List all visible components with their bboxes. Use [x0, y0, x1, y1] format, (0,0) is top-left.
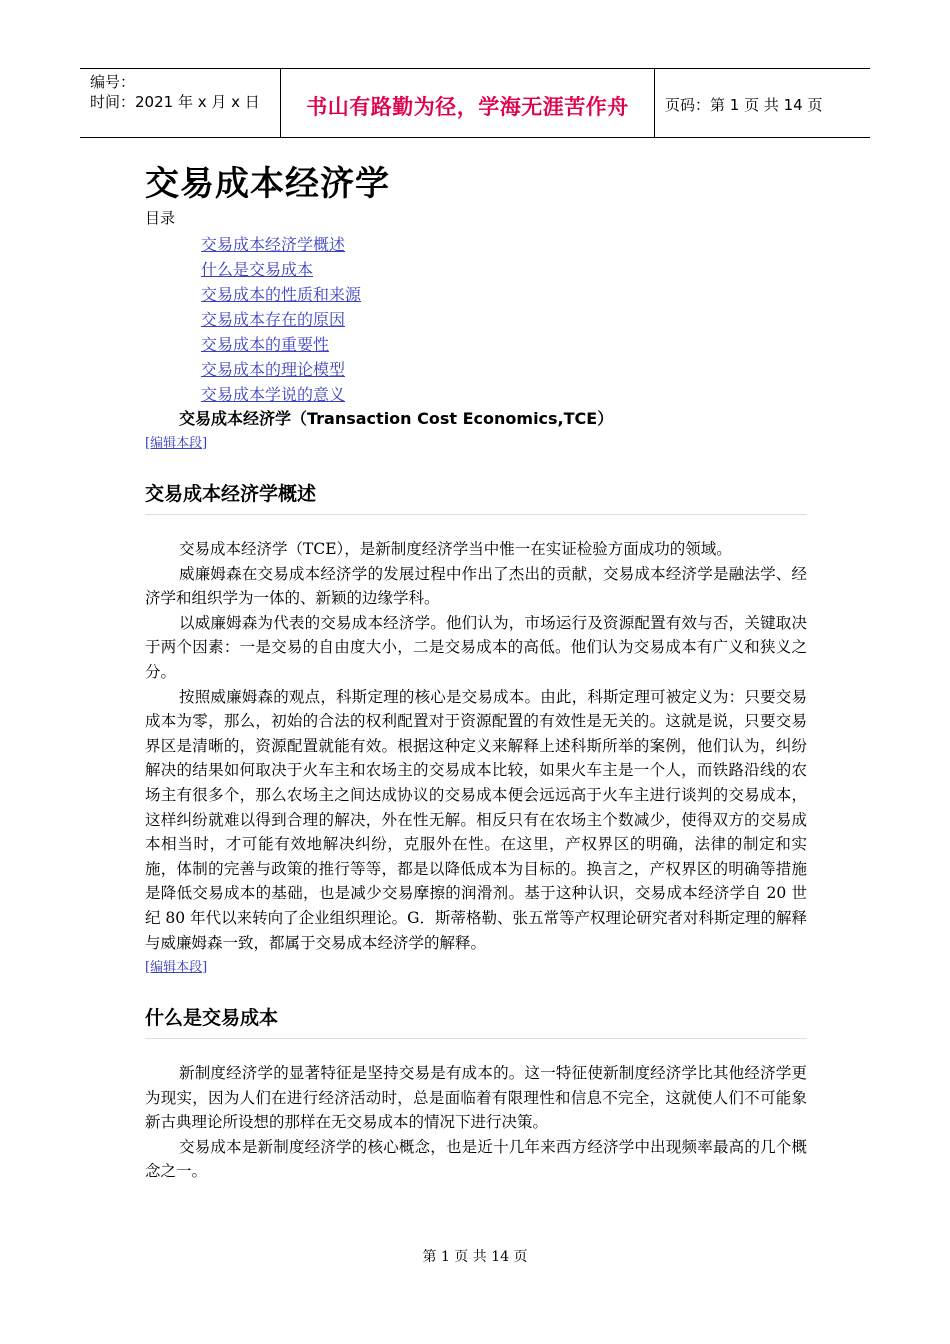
toc-label: 目录	[145, 209, 176, 227]
toc-item	[201, 332, 807, 357]
paragraph: 新制度经济学的显著特征是坚持交易是有成本的。这一特征使新制度经济学比其他经济学更为现实，因为人们在进行经济活动时，总是面临着有限理性和信息不完全，这就使人们不可能象新古典理论所设想的那样在无交易成本的情况下进行决策。	[145, 1064, 807, 1132]
page-title: 交易成本经济学	[145, 164, 390, 204]
edit-section-link	[145, 958, 807, 978]
toc-item	[201, 357, 807, 382]
paragraph: 按照威廉姆森的观点，科斯定理的核心是交易成本。由此，科斯定理可被定义为：只要交易成本为零，那么，初始的合法的权利配置对于资源配置的有效性是无关的。这就是说，只要交易界区是清晰的，资源配置就能有效。根据这种定义来解释上述科斯所举的案例，他们认为，纠纷解决的结果如何取决于火车主和农场主的交易成本比较，如果火车主是一个人，而铁路沿线的农场主有很多个，那么农场主之间达成协议的交易成本便会远远高于火车主进行谈判的交易成本，这样纠纷就难以得到合理的解决，外在性无解。相反只有在农场主个数减少，使得双方的交易成本相当时，才可能有效地解决纠纷，克服外在性。在这里，产权界区的明确，法律的制定和实施，体制的完善与政策的推行等等，都是以降低成本为目标的。换言之，产权界区的明确等措施是降低交易成本的基础，也是减少交易摩擦的润滑剂。基于这种认识，交易成本经济学自 20 世纪 80 年代以来转向了企业组织理论。G．斯蒂格勒、张五常等产权理论研究者对科斯定理的解释与威廉姆森一致，都属于交易成本经济学的解释。	[145, 687, 807, 952]
header-left-cell	[80, 69, 281, 137]
edit-link[interactable]: [编辑本段]	[145, 436, 208, 451]
edit-section-link	[145, 434, 807, 454]
page-header	[80, 68, 870, 138]
document-number-label: 编号：	[90, 73, 136, 91]
toc-item	[201, 382, 807, 407]
subject-line: 交易成本经济学（Transaction Cost Economics,TCE）	[179, 409, 614, 428]
header-right-cell	[655, 69, 870, 137]
paragraph: 交易成本是新制度经济学的核心概念，也是近十几年来西方经济学中出现频率最高的几个概念之一。	[145, 1137, 807, 1181]
toc-link-what-is[interactable]: 什么是交易成本	[201, 260, 314, 279]
document-date-label: 时间：2021 年 x 月 x 日	[90, 93, 260, 111]
toc-link-reasons[interactable]: 交易成本存在的原因	[201, 310, 346, 329]
toc-link-nature[interactable]: 交易成本的性质和来源	[201, 285, 362, 304]
toc-item	[201, 307, 807, 332]
toc-link-importance[interactable]: 交易成本的重要性	[201, 335, 330, 354]
header-middle-cell	[281, 69, 655, 137]
page-footer: 第 1 页 共 14 页	[422, 1249, 528, 1265]
header-page-info: 页码：第 1 页 共 14 页	[665, 96, 823, 114]
document-body	[145, 150, 807, 1184]
toc-link-model[interactable]: 交易成本的理论模型	[201, 360, 346, 379]
table-of-contents	[201, 232, 807, 407]
paragraph: 交易成本经济学（TCE），是新制度经济学当中惟一在实证检验方面成功的领域。	[179, 540, 732, 558]
toc-link-overview[interactable]: 交易成本经济学概述	[201, 235, 346, 254]
toc-item	[201, 232, 807, 257]
section-what-is-body	[145, 1061, 807, 1184]
edit-link[interactable]: [编辑本段]	[145, 960, 208, 976]
header-motto: 书山有路勤为径，学海无涯苦作舟	[306, 95, 629, 119]
toc-item	[201, 257, 807, 282]
section-overview-body	[145, 537, 807, 955]
paragraph: 威廉姆森在交易成本经济学的发展过程中作出了杰出的贡献，交易成本经济学是融法学、经济学和组织学为一体的、新颖的边缘学科。	[145, 564, 807, 608]
paragraph: 以威廉姆森为代表的交易成本经济学。他们认为，市场运行及资源配置有效与否，关键取决于两个因素：一是交易的自由度大小，二是交易成本的高低。他们认为交易成本有广义和狭义之分。	[145, 613, 807, 681]
toc-link-significance[interactable]: 交易成本学说的意义	[201, 385, 346, 404]
toc-item	[201, 282, 807, 307]
section-heading-what-is: 什么是交易成本	[145, 1004, 807, 1039]
section-heading-overview: 交易成本经济学概述	[145, 480, 807, 515]
